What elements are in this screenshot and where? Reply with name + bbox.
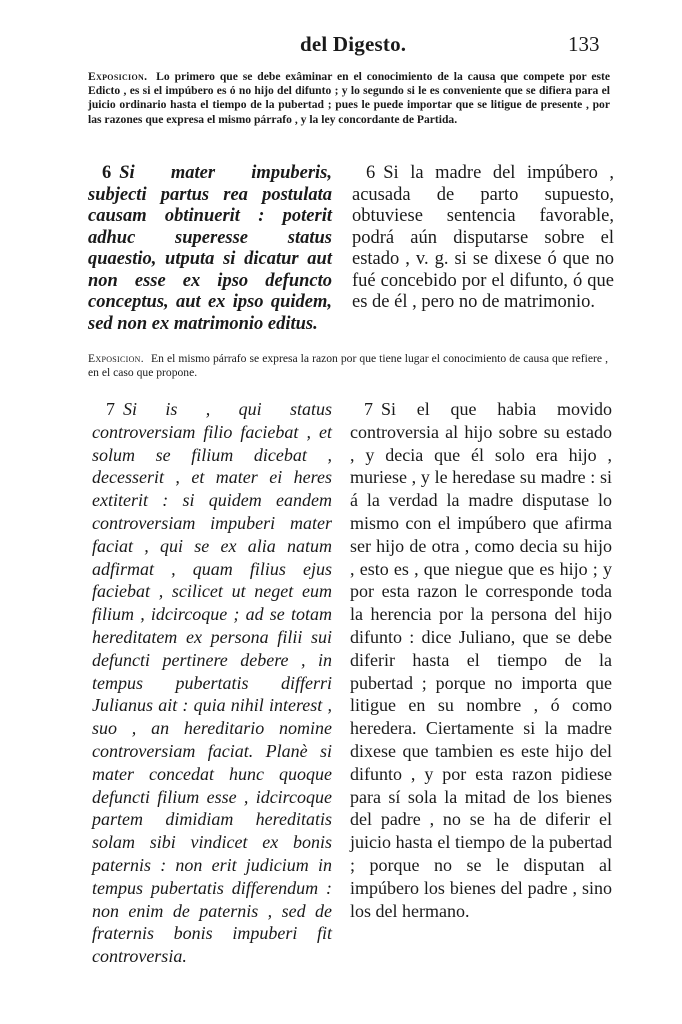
running-title: del Digesto. [300, 32, 407, 56]
section-7-spanish [350, 398, 612, 922]
running-head [0, 30, 682, 60]
section-7-latin [92, 398, 332, 968]
spanish-text: Si el que habia movido controversia al hijo sobre su estado , y decia que él solo era hijo , muriese , y le heredase su madre : si á la verdad la madre disputase lo mismo con el impúbero que afirma ser hijo de otra , como decia su hijo , esto es , que niegue que es hijo ; y por esta razon le corresponde toda la herencia por la persona del hijo difunto : dice Juliano, que se debe diferir hasta el tiempo de la pubertad ; porque no importa que litigue en su nombre , ó como heredera. Ciertamente si la madre dixese que tambien es este hijo del difunto , y por esta razon pidiese para sí sola la mitad de los bienes del padre , no se ha de diferir el juicio hasta el tiempo de la pubertad ; porque no se le disputan al impúbero los bienes del padre , sino los del hermano. [350, 399, 612, 921]
latin-text: Si is , qui status controversiam filio faciebat , et solum se filium dicebat , decesserit , et mater ei heres extiterit : si quidem eandem controversiam impuberi mater faciat , qui se ex alia natum adfirmat , quam filius ejus faciebat , scilicet ut neget eum filium , idcircoque ; ad se totam hereditatem ex persona filii sui defuncti pertinere debere , in tempus pubertatis differri Julianus ait : quia nihil interest , suo , an hereditario nomine controversiam faciat. Planè si mater concedat hunc quoque defuncti filium esse , idcircoque partem dimidiam hereditatis solam sibi vindicet ex bonis paternis : non erit judicium in tempus pubertatis differendum : non enim de paternis , sed de fraternis bonis impuberi fit controversia. [92, 399, 332, 967]
section-6-spanish [352, 163, 614, 314]
section-number: 7 [364, 399, 373, 419]
section-6-latin [88, 163, 332, 335]
latin-text: Si mater impuberis, subjecti partus rea postulata causam obtinuerit : poterit adhuc superesse status quaestio, utputa si dicatur aut non esse ex ipso defuncto conceptus, aut ex ipso quidem, sed non ex matrimonio editus. [88, 163, 332, 334]
spanish-text: Si la madre del impúbero , acusada de parto supuesto, obtuviese sentencia favorable, podrá aún disputarse sobre el estado , v. g. si se dixese ó que no fué concebido por el difunto, ó que es de él , pero no de matrimonio. [352, 163, 614, 312]
exposicion-paragraph-1 [88, 70, 610, 127]
section-number: 6 [102, 163, 112, 183]
section-number: 6 [366, 163, 376, 183]
exposicion-text: En el mismo párrafo se expresa la razon por que tiene lugar el conocimiento de causa que refiere , en el caso que propone. [88, 352, 608, 380]
exposicion-label: Exposicion. [88, 352, 144, 365]
exposicion-paragraph-2 [88, 352, 608, 380]
exposicion-label: Exposicion. [88, 70, 148, 83]
section-number: 7 [106, 399, 115, 419]
page-number: 133 [568, 32, 600, 56]
exposicion-text: Lo primero que se debe exâminar en el conocimiento de la causa que compete por este Edicto , es si el impúbero es ó no hijo del difunto ; y lo segundo si le es conveniente que se difiera para el juicio ordinario hasta el tiempo de la pubertad ; pues le puede importar que se litigue de presente , por las razones que expresa el mismo párrafo , y la ley concordante de Partida. [88, 70, 610, 126]
